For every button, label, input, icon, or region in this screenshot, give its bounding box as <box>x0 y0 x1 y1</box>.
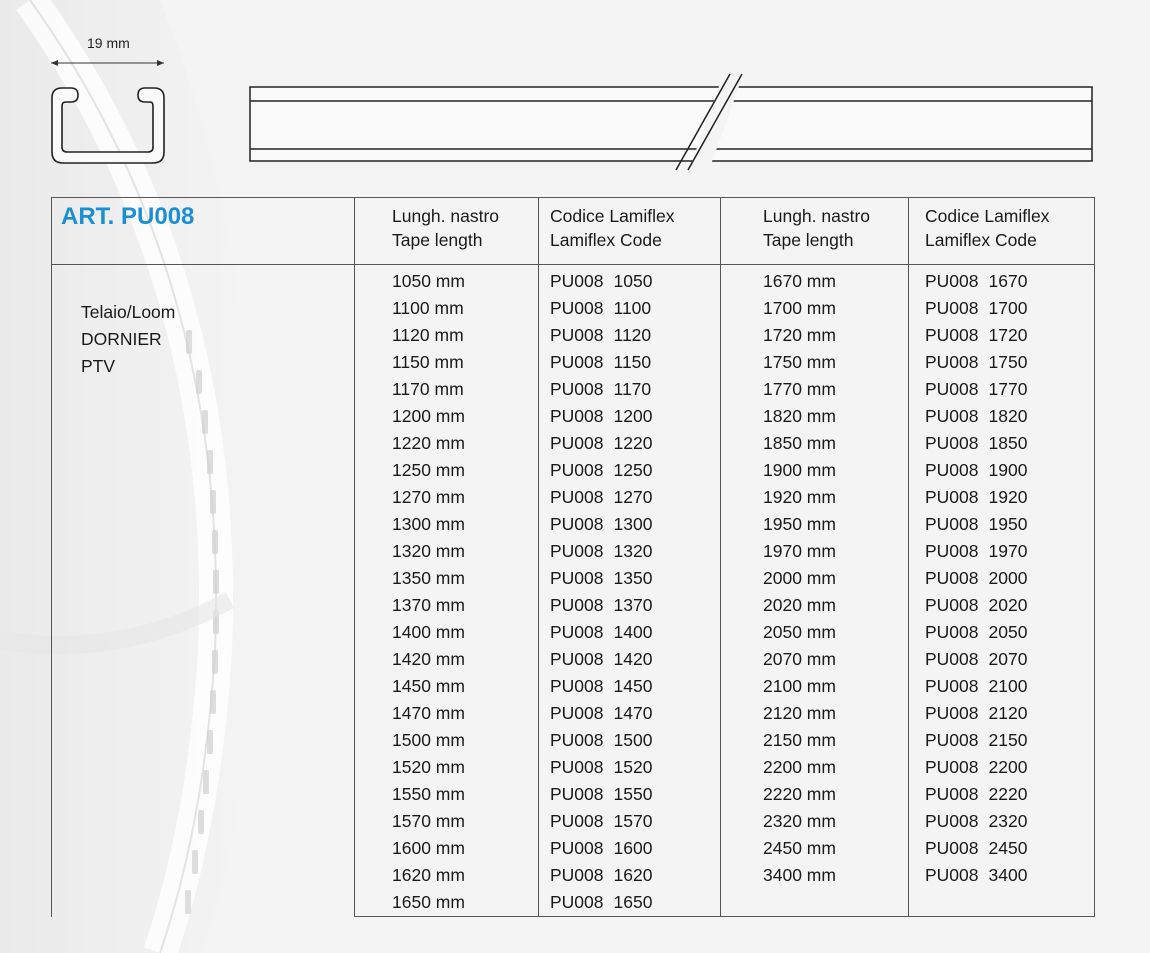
lamiflex-code-cell <box>539 673 721 700</box>
code-number: 1950 <box>988 514 1028 534</box>
tape-length-value: 1270 mm <box>392 487 465 507</box>
tape-length-cell <box>721 781 909 808</box>
code-number: 1850 <box>988 433 1028 453</box>
header-tape-length-1 <box>355 198 539 265</box>
tape-length-cell <box>355 457 539 484</box>
code-number: 1900 <box>988 460 1028 480</box>
tape-length-cell <box>721 808 909 835</box>
tape-length-value: 1470 mm <box>392 703 465 723</box>
tape-length-cell <box>355 727 539 754</box>
code-prefix: PU008 <box>550 541 604 561</box>
header-lamiflex-code-1 <box>539 198 721 265</box>
tape-length-value: 2220 mm <box>763 784 836 804</box>
tape-length-cell <box>721 565 909 592</box>
tape-length-cell <box>721 889 909 917</box>
table-header-row <box>52 198 1095 265</box>
code-prefix: PU008 <box>550 757 604 777</box>
loom-label: Telaio/Loom <box>81 302 176 322</box>
loom-label: PTV <box>81 356 116 376</box>
lamiflex-code-cell <box>539 619 721 646</box>
lamiflex-code-cell <box>539 781 721 808</box>
code-number: 2100 <box>988 676 1028 696</box>
tape-length-cell <box>721 646 909 673</box>
code-number: 1500 <box>613 730 653 750</box>
header-tape-length-2 <box>721 198 909 265</box>
lamiflex-code-cell <box>909 430 1095 457</box>
code-prefix: PU008 <box>925 595 979 615</box>
tape-side-view <box>250 87 1092 161</box>
lamiflex-code-cell <box>909 376 1095 403</box>
code-number: 1120 <box>613 325 652 345</box>
header-label-en: Lamiflex Code <box>925 230 1037 250</box>
tape-length-cell <box>355 592 539 619</box>
lamiflex-code-cell <box>909 565 1095 592</box>
lamiflex-code-cell <box>909 889 1095 917</box>
lamiflex-code-cell <box>539 295 721 322</box>
tape-length-cell <box>721 295 909 322</box>
lamiflex-code-cell <box>539 592 721 619</box>
tape-length-value: 1670 mm <box>763 271 836 291</box>
code-prefix: PU008 <box>925 784 979 804</box>
code-prefix: PU008 <box>550 865 604 885</box>
tape-length-value: 1950 mm <box>763 514 836 534</box>
tape-length-cell <box>721 457 909 484</box>
tape-length-value: 1450 mm <box>392 676 465 696</box>
lamiflex-code-cell <box>539 511 721 538</box>
tape-length-cell <box>721 592 909 619</box>
tape-length-value: 2100 mm <box>763 676 836 696</box>
lamiflex-code-cell <box>539 349 721 376</box>
tape-length-cell <box>721 265 909 296</box>
lamiflex-code-cell <box>539 376 721 403</box>
tape-length-value: 2070 mm <box>763 649 836 669</box>
lamiflex-code-cell <box>909 646 1095 673</box>
tape-length-value: 1750 mm <box>763 352 836 372</box>
tape-length-value: 1050 mm <box>392 271 465 291</box>
lamiflex-code-cell <box>539 322 721 349</box>
tape-length-cell <box>721 673 909 700</box>
code-number: 2450 <box>988 838 1028 858</box>
tape-length-value: 1120 mm <box>392 325 464 345</box>
tape-length-value: 1370 mm <box>392 595 465 615</box>
tape-length-cell <box>721 376 909 403</box>
channel-cross-section <box>52 88 164 163</box>
code-prefix: PU008 <box>550 676 604 696</box>
code-prefix: PU008 <box>925 676 979 696</box>
code-number: 1770 <box>988 379 1028 399</box>
code-prefix: PU008 <box>925 433 979 453</box>
code-number: 2150 <box>988 730 1028 750</box>
tape-length-cell <box>355 862 539 889</box>
tape-length-cell <box>355 565 539 592</box>
lamiflex-code-cell <box>539 754 721 781</box>
code-prefix: PU008 <box>925 838 979 858</box>
header-label-en: Lamiflex Code <box>550 230 662 250</box>
lamiflex-code-cell <box>909 673 1095 700</box>
tape-length-cell <box>355 700 539 727</box>
tape-length-value: 2320 mm <box>763 811 836 831</box>
code-prefix: PU008 <box>550 595 604 615</box>
code-prefix: PU008 <box>925 271 979 291</box>
code-number: 1150 <box>613 352 652 372</box>
header-label-it: Codice Lamiflex <box>925 206 1050 226</box>
lamiflex-code-cell <box>539 538 721 565</box>
loom-cell <box>52 265 355 917</box>
code-prefix: PU008 <box>550 271 604 291</box>
code-number: 1520 <box>613 757 653 777</box>
code-prefix: PU008 <box>550 622 604 642</box>
code-prefix: PU008 <box>550 568 604 588</box>
code-number: 1820 <box>988 406 1028 426</box>
table-row <box>52 265 1095 296</box>
code-prefix: PU008 <box>550 325 604 345</box>
code-number: 1250 <box>613 460 653 480</box>
tape-length-cell <box>355 511 539 538</box>
code-number: 2200 <box>988 757 1028 777</box>
tape-length-value: 1200 mm <box>392 406 465 426</box>
code-number: 1650 <box>613 892 653 912</box>
dimension-arrow <box>51 60 164 66</box>
lamiflex-code-cell <box>539 808 721 835</box>
lamiflex-code-cell <box>539 265 721 296</box>
tape-length-cell <box>721 484 909 511</box>
tape-length-cell <box>355 349 539 376</box>
tape-length-cell <box>355 265 539 296</box>
code-number: 1320 <box>613 541 653 561</box>
tape-length-cell <box>355 295 539 322</box>
code-number: 2120 <box>988 703 1028 723</box>
code-number: 1750 <box>988 352 1028 372</box>
tape-length-value: 2120 mm <box>763 703 836 723</box>
tape-length-cell <box>721 511 909 538</box>
tape-length-value: 2000 mm <box>763 568 836 588</box>
lamiflex-code-cell <box>909 592 1095 619</box>
lamiflex-code-cell <box>909 700 1095 727</box>
code-prefix: PU008 <box>550 703 604 723</box>
code-prefix: PU008 <box>925 460 979 480</box>
tape-length-cell <box>355 646 539 673</box>
lamiflex-code-cell <box>909 403 1095 430</box>
lamiflex-code-cell <box>539 430 721 457</box>
code-number: 1470 <box>613 703 653 723</box>
code-prefix: PU008 <box>550 352 604 372</box>
lamiflex-code-cell <box>539 889 721 917</box>
tape-length-value: 1520 mm <box>392 757 465 777</box>
lamiflex-code-cell <box>909 457 1095 484</box>
tape-length-value: 1550 mm <box>392 784 465 804</box>
header-label-it: Codice Lamiflex <box>550 206 675 226</box>
header-label-en: Tape length <box>392 230 483 250</box>
tape-length-value: 1400 mm <box>392 622 465 642</box>
code-number: 1370 <box>613 595 653 615</box>
code-prefix: PU008 <box>925 514 979 534</box>
lamiflex-code-cell <box>909 349 1095 376</box>
code-prefix: PU008 <box>925 568 979 588</box>
loom-label: DORNIER <box>81 329 162 349</box>
code-number: 2020 <box>988 595 1028 615</box>
lamiflex-code-cell <box>909 265 1095 296</box>
code-number: 2050 <box>988 622 1028 642</box>
lamiflex-code-cell <box>909 619 1095 646</box>
lamiflex-code-cell <box>909 862 1095 889</box>
code-prefix: PU008 <box>925 298 979 318</box>
code-prefix: PU008 <box>925 379 979 399</box>
article-header <box>52 198 355 265</box>
tape-length-cell <box>355 835 539 862</box>
tape-length-value: 1350 mm <box>392 568 465 588</box>
tape-length-cell <box>721 538 909 565</box>
tape-length-cell <box>355 808 539 835</box>
code-prefix: PU008 <box>925 757 979 777</box>
code-number: 2220 <box>988 784 1028 804</box>
width-dimension-label: 19 mm <box>87 35 130 51</box>
code-number: 1400 <box>613 622 653 642</box>
code-prefix: PU008 <box>925 622 979 642</box>
code-prefix: PU008 <box>550 406 604 426</box>
code-prefix: PU008 <box>550 379 604 399</box>
code-number: 1720 <box>988 325 1028 345</box>
code-number: 1270 <box>613 487 653 507</box>
code-prefix: PU008 <box>550 514 604 534</box>
code-prefix: PU008 <box>550 811 604 831</box>
lamiflex-code-cell <box>539 457 721 484</box>
code-prefix: PU008 <box>925 865 979 885</box>
tape-length-value: 1920 mm <box>763 487 836 507</box>
code-number: 1220 <box>613 433 653 453</box>
code-prefix: PU008 <box>550 784 604 804</box>
tape-length-value: 1650 mm <box>392 892 465 912</box>
code-number: 1970 <box>988 541 1028 561</box>
code-prefix: PU008 <box>925 703 979 723</box>
lamiflex-code-cell <box>909 835 1095 862</box>
tape-length-value: 1170 mm <box>392 379 464 399</box>
lamiflex-code-cell <box>539 565 721 592</box>
lamiflex-code-cell <box>539 862 721 889</box>
lamiflex-code-cell <box>909 754 1095 781</box>
tape-length-value: 2200 mm <box>763 757 836 777</box>
tape-length-cell <box>355 484 539 511</box>
tape-length-cell <box>721 727 909 754</box>
code-prefix: PU008 <box>550 838 604 858</box>
code-prefix: PU008 <box>925 487 979 507</box>
code-number: 1100 <box>613 298 652 318</box>
lamiflex-code-cell <box>909 781 1095 808</box>
tape-length-value: 2050 mm <box>763 622 836 642</box>
code-number: 3400 <box>988 865 1028 885</box>
lamiflex-code-cell <box>909 727 1095 754</box>
code-prefix: PU008 <box>925 325 979 345</box>
lamiflex-code-cell <box>539 484 721 511</box>
lamiflex-code-cell <box>539 646 721 673</box>
tape-length-value: 1420 mm <box>392 649 465 669</box>
lamiflex-code-cell <box>539 727 721 754</box>
lamiflex-code-cell <box>909 511 1095 538</box>
tape-length-value: 1850 mm <box>763 433 836 453</box>
tape-length-table <box>51 197 1095 917</box>
tape-length-cell <box>355 322 539 349</box>
tape-length-cell <box>355 430 539 457</box>
code-number: 1300 <box>613 514 653 534</box>
code-number: 1350 <box>613 568 653 588</box>
tape-length-value: 2020 mm <box>763 595 836 615</box>
lamiflex-code-cell <box>539 403 721 430</box>
code-prefix: PU008 <box>550 460 604 480</box>
header-lamiflex-code-2 <box>909 198 1095 265</box>
tape-length-value: 1250 mm <box>392 460 465 480</box>
tape-length-value: 1300 mm <box>392 514 465 534</box>
lamiflex-code-cell <box>909 322 1095 349</box>
tape-length-value: 3400 mm <box>763 865 836 885</box>
code-number: 2070 <box>988 649 1028 669</box>
tape-length-value: 2150 mm <box>763 730 836 750</box>
tape-length-cell <box>721 835 909 862</box>
tape-length-cell <box>721 322 909 349</box>
tape-length-value: 1700 mm <box>763 298 836 318</box>
code-prefix: PU008 <box>550 730 604 750</box>
code-number: 1700 <box>988 298 1028 318</box>
code-number: 1450 <box>613 676 653 696</box>
tape-length-cell <box>721 754 909 781</box>
tape-length-cell <box>355 673 539 700</box>
code-prefix: PU008 <box>925 352 979 372</box>
tape-length-cell <box>721 403 909 430</box>
tape-length-cell <box>721 700 909 727</box>
tape-length-cell <box>355 538 539 565</box>
table-body <box>52 265 1095 917</box>
header-label-it: Lungh. nastro <box>392 206 500 226</box>
code-prefix: PU008 <box>550 298 604 318</box>
code-prefix: PU008 <box>550 487 604 507</box>
lamiflex-code-cell <box>909 808 1095 835</box>
lamiflex-code-cell <box>539 700 721 727</box>
code-number: 1420 <box>613 649 653 669</box>
code-number: 1620 <box>613 865 653 885</box>
tape-length-value: 1900 mm <box>763 460 836 480</box>
code-number: 2000 <box>988 568 1028 588</box>
code-number: 1550 <box>613 784 653 804</box>
tape-length-cell <box>355 403 539 430</box>
tape-length-value: 1570 mm <box>392 811 465 831</box>
tape-length-cell <box>355 754 539 781</box>
code-number: 2320 <box>988 811 1028 831</box>
tape-length-value: 1770 mm <box>763 379 836 399</box>
code-number: 1200 <box>613 406 653 426</box>
code-number: 1600 <box>613 838 653 858</box>
lamiflex-code-cell <box>909 484 1095 511</box>
tape-length-cell <box>721 619 909 646</box>
lamiflex-code-cell <box>909 295 1095 322</box>
tape-length-cell <box>355 781 539 808</box>
code-prefix: PU008 <box>550 649 604 669</box>
lamiflex-code-cell <box>539 835 721 862</box>
code-prefix: PU008 <box>550 892 604 912</box>
tape-length-value: 1100 mm <box>392 298 464 318</box>
tape-length-cell <box>355 619 539 646</box>
header-label-en: Tape length <box>763 230 854 250</box>
code-number: 1050 <box>613 271 653 291</box>
tape-length-value: 1970 mm <box>763 541 836 561</box>
tape-length-value: 2450 mm <box>763 838 836 858</box>
tape-length-value: 1620 mm <box>392 865 465 885</box>
code-prefix: PU008 <box>925 406 979 426</box>
tape-length-cell <box>721 862 909 889</box>
tape-length-cell <box>721 430 909 457</box>
code-prefix: PU008 <box>925 811 979 831</box>
header-label-it: Lungh. nastro <box>763 206 871 226</box>
tape-length-value: 1150 mm <box>392 352 464 372</box>
tape-length-value: 1600 mm <box>392 838 465 858</box>
code-prefix: PU008 <box>925 649 979 669</box>
tape-length-value: 1820 mm <box>763 406 836 426</box>
tape-length-value: 1220 mm <box>392 433 465 453</box>
tape-length-cell <box>721 349 909 376</box>
tape-profile-diagram <box>0 0 1150 190</box>
lamiflex-code-cell <box>909 538 1095 565</box>
code-prefix: PU008 <box>550 433 604 453</box>
tape-length-cell <box>355 889 539 917</box>
tape-length-value: 1720 mm <box>763 325 836 345</box>
code-number: 1670 <box>988 271 1028 291</box>
tape-length-value: 1320 mm <box>392 541 465 561</box>
article-code: ART. PU008 <box>61 203 195 230</box>
code-number: 1920 <box>988 487 1028 507</box>
code-number: 1570 <box>613 811 653 831</box>
tape-length-cell <box>355 376 539 403</box>
code-prefix: PU008 <box>925 730 979 750</box>
tape-length-value: 1500 mm <box>392 730 465 750</box>
code-prefix: PU008 <box>925 541 979 561</box>
code-number: 1170 <box>613 379 652 399</box>
